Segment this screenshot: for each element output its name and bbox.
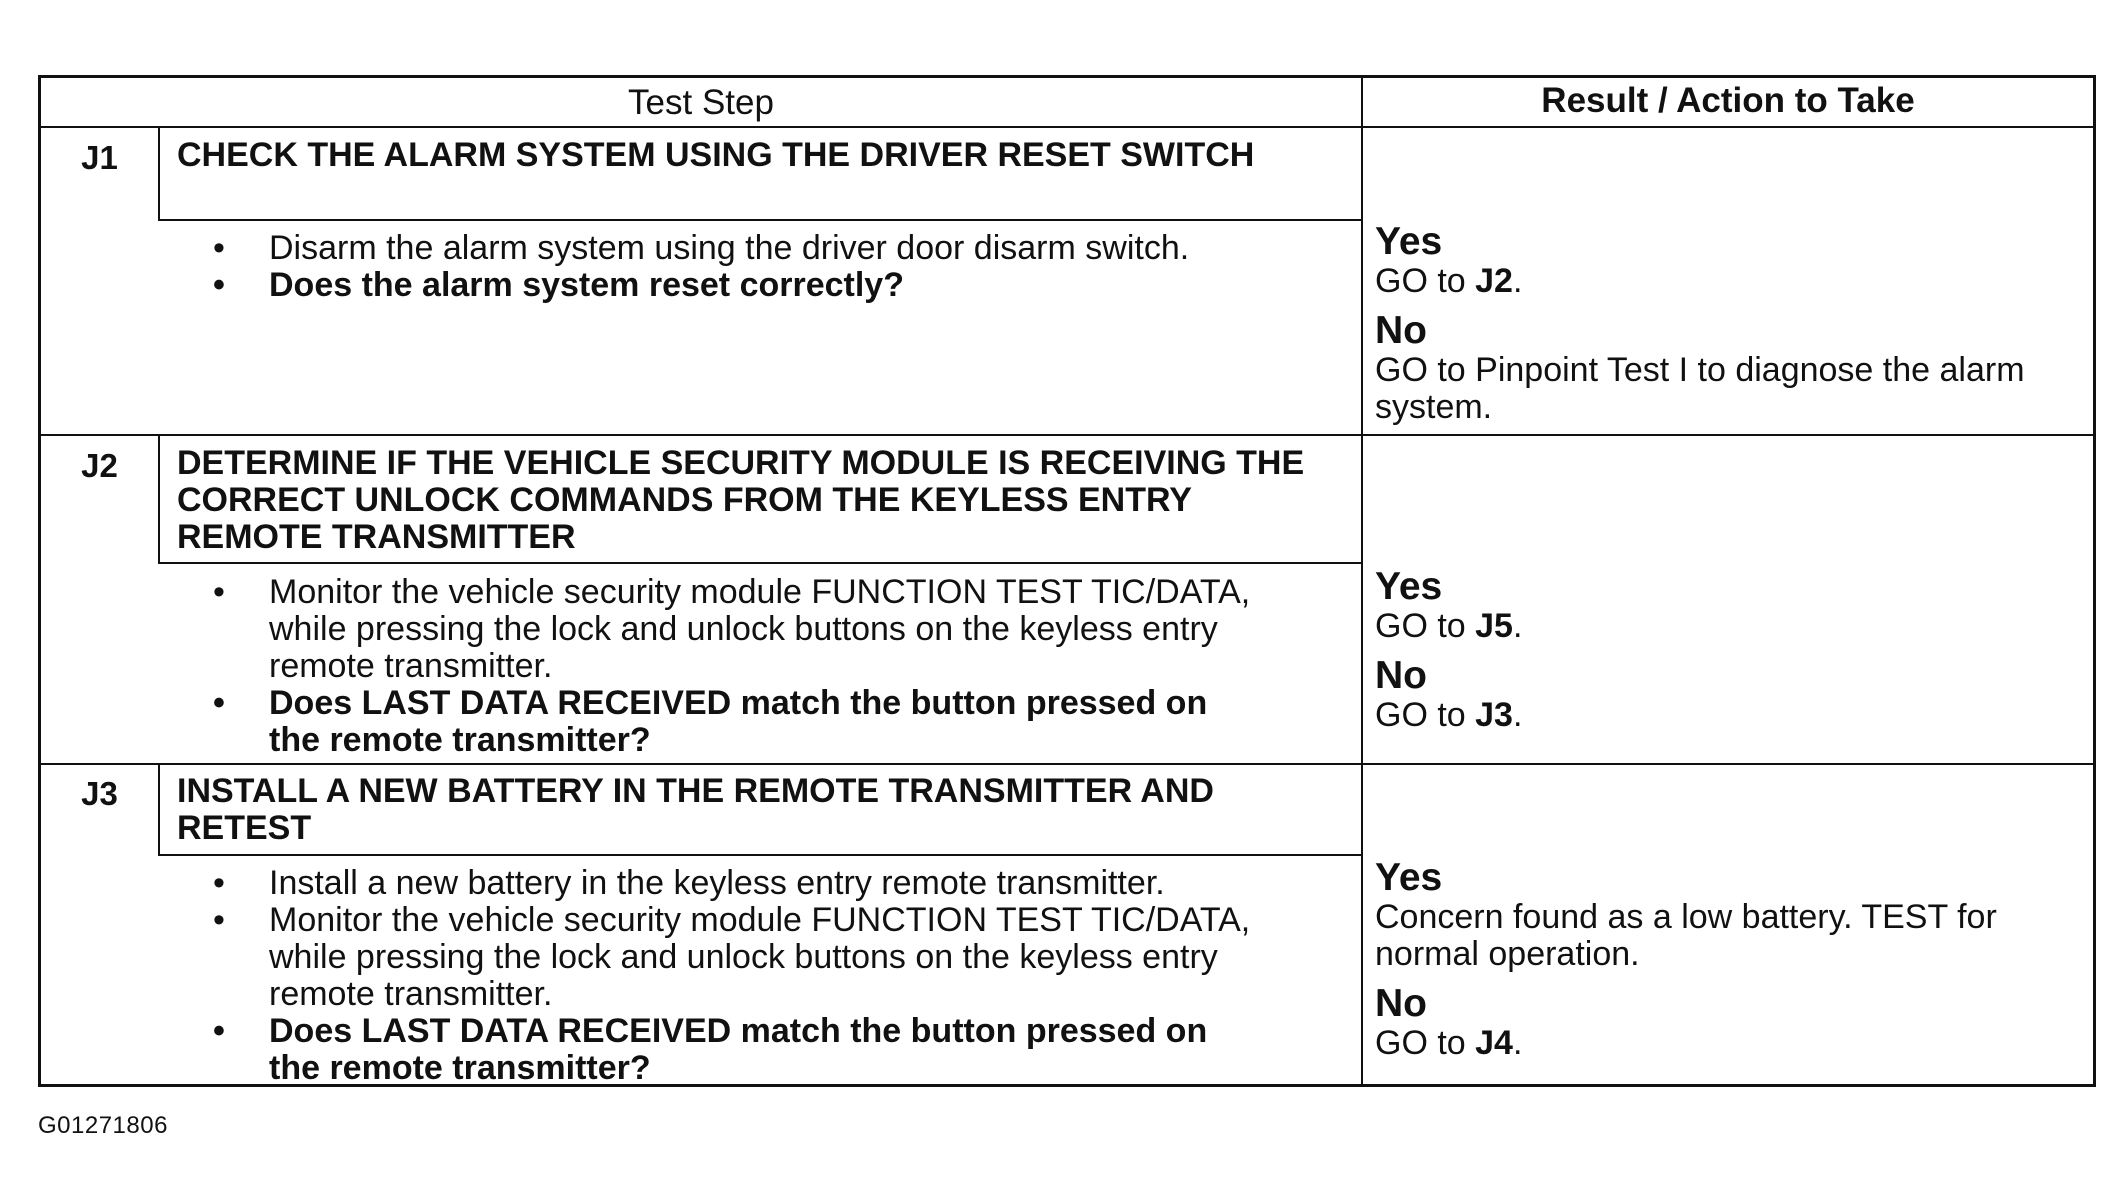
step-title: INSTALL A NEW BATTERY IN THE REMOTE TRANSMITTER AND RETEST (177, 772, 1214, 847)
step-reference: J3 (1475, 696, 1513, 734)
instruction-item: • Install a new battery in the keyless entry remote transmitter. (177, 865, 1347, 902)
step-id: J3 (81, 775, 118, 812)
title-divider (158, 219, 1361, 221)
step-instructions (177, 865, 1347, 1087)
yes-action: Concern found as a low battery. TEST for normal operation. (1375, 898, 1997, 973)
question-item: • Does LAST DATA RECEIVED match the button pressed on the remote transmitter? (177, 685, 1347, 759)
no-label: No (1375, 982, 1427, 1025)
step-id: J2 (81, 447, 118, 484)
question-item: • Does the alarm system reset correctly? (177, 267, 1347, 304)
instruction-item: • Disarm the alarm system using the driver door disarm switch. (177, 230, 1347, 267)
step-reference: J5 (1475, 607, 1513, 645)
header-result-action: Result / Action to Take (1541, 81, 1915, 120)
header-divider (41, 126, 2093, 128)
yes-label: Yes (1375, 565, 1443, 608)
step-title: CHECK THE ALARM SYSTEM USING THE DRIVER RESET SWITCH (177, 136, 1255, 174)
step-id-divider (158, 434, 160, 562)
column-divider (1361, 78, 1363, 1084)
step-reference: J4 (1475, 1024, 1513, 1062)
no-label: No (1375, 654, 1427, 697)
instruction-item: • Monitor the vehicle security module FUNCTION TEST TIC/DATA, while pressing the lock and unlock buttons on the keyless entry remote transmitter. (177, 574, 1347, 685)
step-title: DETERMINE IF THE VEHICLE SECURITY MODULE IS RECEIVING THE CORRECT UNLOCK COMMANDS FROM THE KEYLESS ENTRY REMOTE TRANSMITTER (177, 444, 1305, 556)
step-instructions (177, 574, 1347, 759)
step-instructions (177, 230, 1347, 304)
question-item: • Does LAST DATA RECEIVED match the button pressed on the remote transmitter? (177, 1013, 1347, 1087)
yes-action: GO to J2. (1375, 262, 1523, 300)
yes-action: GO to J5. (1375, 607, 1523, 645)
title-divider (158, 854, 1361, 856)
step-id-divider (158, 126, 160, 219)
step-result (1375, 221, 2090, 426)
no-action: GO to J3. (1375, 696, 1523, 734)
step-reference: J2 (1475, 262, 1513, 300)
instruction-item: • Monitor the vehicle security module FUNCTION TEST TIC/DATA, while pressing the lock and unlock buttons on the keyless entry remote transmitter. (177, 902, 1347, 1013)
step-id-divider (158, 763, 160, 854)
header-test-step: Test Step (628, 83, 774, 122)
no-action: GO to Pinpoint Test I to diagnose the alarm system. (1375, 351, 2025, 426)
step-result (1375, 857, 2090, 1062)
row-divider (41, 763, 2093, 765)
title-divider (158, 562, 1361, 564)
pinpoint-test-table (38, 75, 2096, 1087)
yes-label: Yes (1375, 220, 1443, 263)
step-result (1375, 566, 2090, 734)
no-action: GO to J4. (1375, 1024, 1523, 1062)
figure-id: G01271806 (38, 1112, 168, 1139)
row-divider (41, 434, 2093, 436)
no-label: No (1375, 309, 1427, 352)
step-id: J1 (81, 139, 118, 176)
yes-label: Yes (1375, 856, 1443, 899)
